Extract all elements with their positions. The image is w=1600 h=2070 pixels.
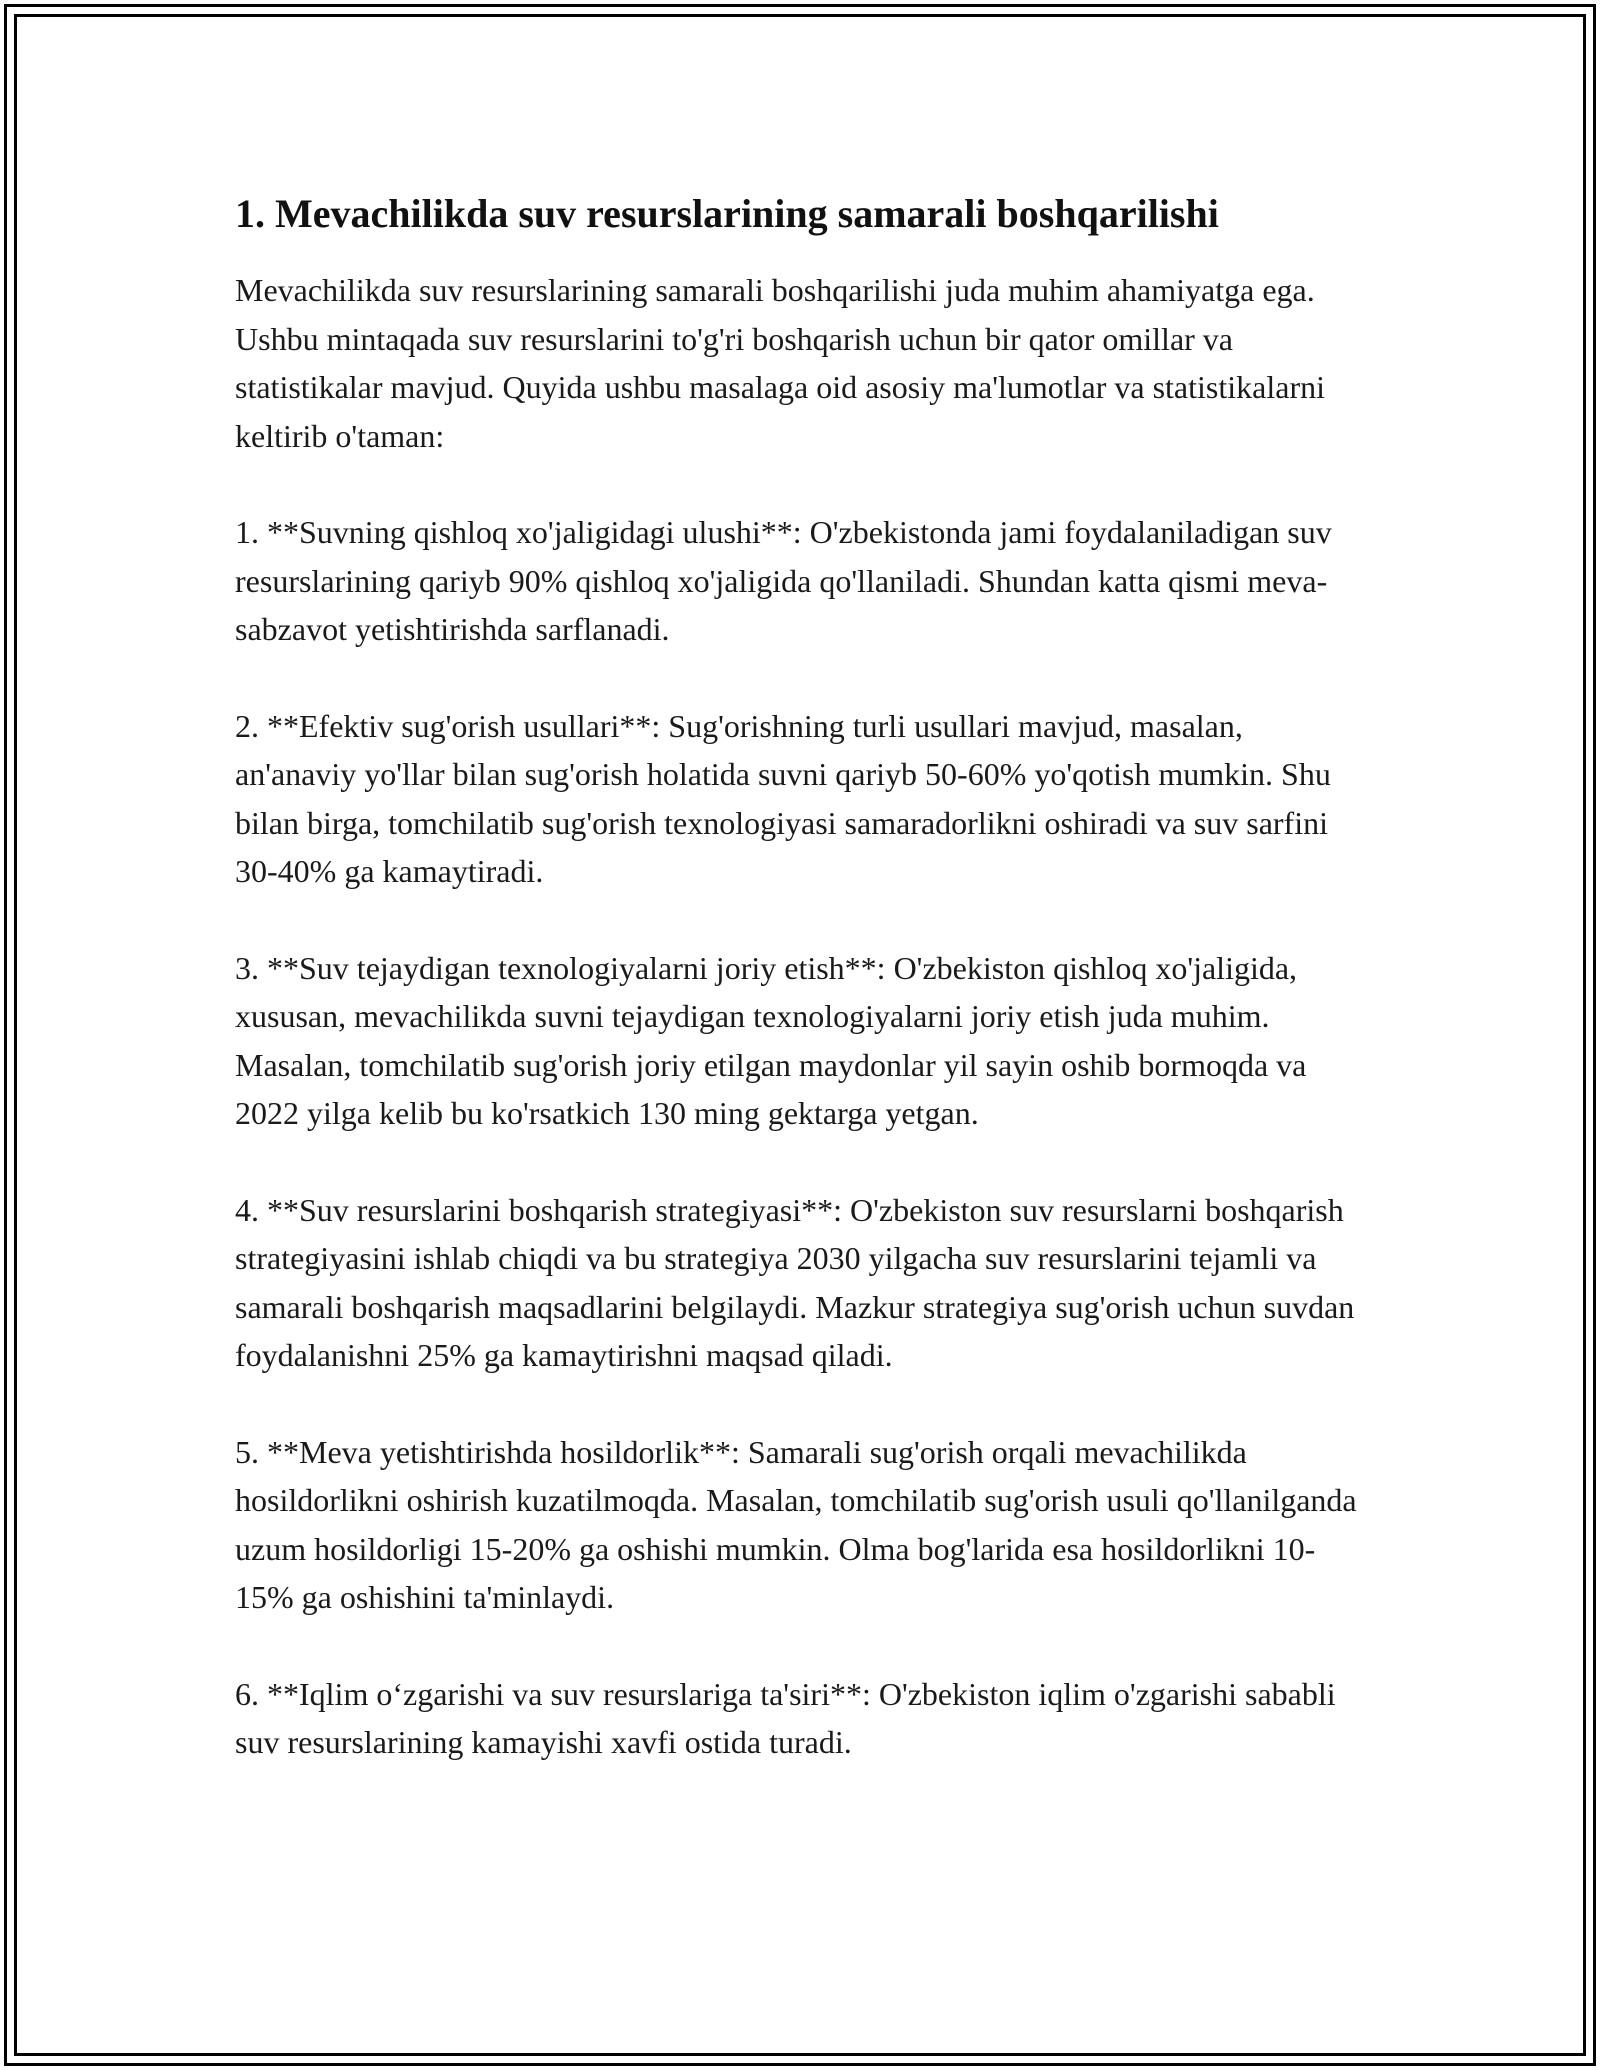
document-body [235,188,1370,1815]
list-item: 2. **Efektiv sug'orish usullari**: Sug'orishning turli usullari mavjud, masalan, an'anaviy yo'llar bilan sug'orish holatida suvni qariyb 50-60% yo'qotish mumkin. Shu bilan birga, tomchilatib sug'orish texnologiyasi samaradorlikni oshiradi va suv sarfini 30-40% ga kamaytiradi. [235,707,1331,889]
list-item: 4. **Suv resurslarini boshqarish strategiyasi**: O'zbekiston suv resurslarni boshqarish strategiyasini ishlab chiqdi va bu strategiya 2030 yilgacha suv resurslarini tejamli va samarali boshqarish maqsadlarini belgilaydi. Mazkur strategiya sug'orish uchun suvdan foydalanishni 25% ga kamaytirishni maqsad qiladi. [235,1191,1355,1373]
list-item: 5. **Meva yetishtirishda hosildorlik**: Samarali sug'orish orqali mevachilikda hosildorlikni oshirish kuzatilmoqda. Masalan, tomchilatib sug'orish usuli qo'llanilganda uzum hosildorligi 15-20% ga oshishi mumkin. Olma bog'larida esa hosildorlikni 10-15% ga oshishini ta'minlaydi. [235,1433,1357,1615]
list-item: 1. **Suvning qishloq xo'jaligidagi ulushi**: O'zbekistonda jami foydalaniladigan suv resurslarining qariyb 90% qishloq xo'jaligida qo'llaniladi. Shundan katta qismi meva-sabzavot yetishtirishda sarflanadi. [235,514,1332,647]
list-item: 3. **Suv tejaydigan texnologiyalarni joriy etish**: O'zbekiston qishloq xo'jaligida, xususan, mevachilikda suvni tejaydigan texnologiyalarni joriy etish juda muhim. Masalan, tomchilatib sug'orish joriy etilgan maydonlar yil sayin oshib bormoqda va 2022 yilga kelib bu ko'rsatkich 130 ming gektarga yetgan. [235,949,1307,1131]
document-title: 1. Mevachilikda suv resurslarining samarali boshqarilishi [235,191,1219,236]
intro-paragraph: Mevachilikda suv resurslarining samarali boshqarilishi juda muhim ahamiyatga ega. Ushbu mintaqada suv resurslarini to'g'ri boshqarish uchun bir qator omillar va statistikalar mavjud. Quyida ushbu masalaga oid asosiy ma'lumotlar va statistikalarni keltirib o'taman: [235,272,1325,454]
list-item: 6. **Iqlim o‘zgarishi va suv resurslariga ta'siri**: O'zbekiston iqlim o'zgarishi sababli suv resurslarining kamayishi xavfi ostida turadi. [235,1675,1336,1760]
